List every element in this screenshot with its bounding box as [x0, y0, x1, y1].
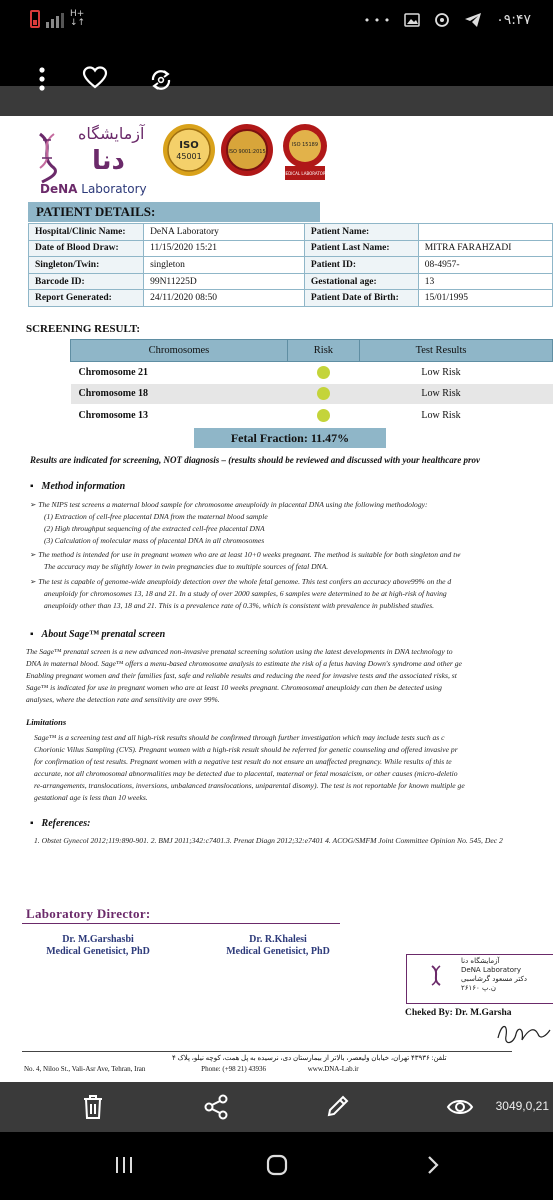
- lab-name-prefix: DeNA: [40, 182, 78, 196]
- text-line: Sage™ is a screening test and all high-risk results should be confirmed through further investigation which may include tests such as c: [34, 733, 445, 742]
- badge-sub: MEDICAL LABORATORY: [282, 171, 328, 176]
- network-type: H+: [70, 9, 85, 19]
- col-chromosomes: Chromosomes: [71, 340, 288, 362]
- risk-cell: [287, 362, 359, 384]
- signal-icon: [46, 13, 64, 28]
- stamp-line: آزمایشگاه دنا: [461, 957, 500, 965]
- lab-stamp: [406, 954, 553, 1004]
- lab-name-suffix: Laboratory: [81, 182, 147, 196]
- text-line: for confirmation of test results. Pregnant women with a negative test result do not ensure an unaffected pregnancy. While results of this te: [34, 757, 452, 766]
- patient-field-label: Patient ID:: [304, 257, 418, 274]
- home-icon[interactable]: [266, 1154, 288, 1176]
- lab-name-english: [40, 182, 147, 196]
- signatory-1-name: Dr. M.Garshasbi: [62, 934, 134, 945]
- laboratory-director-heading: Laboratory Director:: [26, 906, 151, 921]
- patient-field-label: Date of Blood Draw:: [29, 240, 144, 257]
- footer-website: www.DNA-Lab.ir: [307, 1065, 359, 1073]
- patient-row: [29, 240, 553, 257]
- screening-row: [71, 362, 553, 384]
- patient-field-value: DeNA Laboratory: [144, 224, 305, 241]
- lab-brand-persian: دنا: [92, 146, 125, 176]
- system-nav-bar: [0, 1132, 553, 1200]
- text-line: (3) Calculation of molecular mass of placental DNA in all chromosomes: [44, 536, 265, 545]
- document-page[interactable]: [0, 116, 553, 1082]
- footer-phone-fa: تلفن: ۴۳۹۳۶: [410, 1054, 447, 1062]
- fetal-fraction: Fetal Fraction: 11.47%: [194, 428, 386, 448]
- references-heading: ▪ References:: [30, 818, 90, 829]
- references-text: 1. Obstet Gynecol 2012;119:890-901. 2. BMJ 2011;342:c7401.3. Prenat Diagn 2012;32:e7401 4. ACOG/SMFM Joint Committee Opinion No. 545, Dec 2: [34, 836, 503, 845]
- patient-row: [29, 224, 553, 241]
- stamp-line: ن.پ ۲۶۱۶۰: [461, 984, 496, 992]
- eye-icon[interactable]: [446, 1096, 474, 1118]
- method-info-heading: ▪ Method information: [30, 481, 125, 492]
- iso-9001-badge: [220, 122, 274, 182]
- footer-address-fa: تهران، خیابان ولیعصر، بالاتر از بیمارستان دی، نرسیده به پل همت، کوچه نیلو، پلاک ۴: [172, 1054, 410, 1062]
- viewer-action-bar: [0, 1082, 553, 1132]
- test-result: Low Risk: [360, 405, 553, 427]
- signatory-2-title: Medical Genetisict, PhD: [226, 946, 330, 957]
- col-test-results: Test Results: [360, 340, 553, 362]
- patient-field-label: Patient Date of Birth:: [304, 290, 418, 307]
- stamp-text: [461, 957, 527, 993]
- clock: ۰۹:۴۷: [496, 12, 531, 28]
- back-icon[interactable]: [426, 1155, 440, 1175]
- rotate-icon[interactable]: [147, 66, 175, 94]
- patient-field-label: Gestational age:: [304, 273, 418, 290]
- footer-english: [24, 1065, 359, 1073]
- patient-field-value: 15/01/1995: [418, 290, 552, 307]
- badge-title: ISO 15189: [291, 142, 319, 148]
- telegram-icon: [464, 12, 482, 28]
- text-line: (1) Extraction of cell-free placental DNA from the maternal blood sample: [44, 512, 268, 521]
- battery-low-icon: [30, 10, 40, 28]
- risk-indicator-icon: [317, 409, 330, 422]
- badge-sub: 45001: [176, 152, 202, 161]
- text-line: (2) High throughput sequencing of the extracted cell-free placental DNA: [44, 524, 265, 533]
- network-activity: ↓↑: [70, 18, 86, 28]
- screening-result-title: SCREENING RESULT:: [26, 323, 141, 335]
- test-result: Low Risk: [360, 362, 553, 384]
- patient-field-label: Hospital/Clinic Name:: [29, 224, 144, 241]
- text-line: ➢ The method is intended for use in pregnant women who are at least 10+0 weeks pregnant. The method is suitable for both singleton and tw: [30, 549, 460, 561]
- patient-row: [29, 273, 553, 290]
- screening-row: [71, 383, 553, 405]
- patient-field-value: [418, 224, 552, 241]
- sync-icon: [434, 12, 450, 28]
- more-vert-icon[interactable]: [38, 66, 46, 92]
- about-sage-heading: ▪ About Sage™ prenatal screen: [30, 629, 165, 640]
- screening-result-table: [70, 339, 553, 427]
- risk-indicator-icon: [317, 366, 330, 379]
- patient-details-table: [28, 223, 553, 307]
- patient-field-value: 99N11225D: [144, 273, 305, 290]
- text-line: Sage™ is indicated for use in pregnant women who are at least 10 weeks pregnant. Chromosomal aneuploidy can then be detected using: [26, 683, 442, 692]
- text-line: ➢ The test is capable of genome-wide aneuploidy detection over the whole fetal genome. This test confers an accuracy above99% on the d: [30, 576, 451, 588]
- signatory-2: [206, 934, 350, 958]
- text-line: Enabling pregnant women and their families fast, safe and reliable results and reducing the need for invasive tests and the associated risks, st: [26, 671, 457, 680]
- test-result: Low Risk: [360, 383, 553, 405]
- share-icon[interactable]: [204, 1094, 228, 1120]
- text-line: The accuracy may be slightly lower in twin pregnancies due to multiple sources of fetal DNA.: [44, 562, 329, 571]
- badge-title: ISO 9001:2015: [228, 149, 266, 155]
- recents-icon[interactable]: [114, 1156, 134, 1174]
- footer-persian: [24, 1054, 447, 1062]
- text-line: DNA in maternal blood. Sage™ offers a menu-based chromosome analysis to estimate the risk of a fetus having Down's syndrome and other ge: [26, 659, 462, 668]
- signatory-1-title: Medical Genetisict, PhD: [46, 946, 150, 957]
- text-line: analyses, where the detection rate and sensitivity are over 99%.: [26, 695, 220, 704]
- risk-indicator-icon: [317, 387, 330, 400]
- page-counter: 3049,0,21: [495, 1099, 549, 1113]
- patient-field-value: singleton: [144, 257, 305, 274]
- dna-logo-icon: [34, 132, 60, 184]
- footer-phone-en: Phone: (+98 21) 43936: [201, 1065, 266, 1073]
- patient-field-value: 24/11/2020 08:50: [144, 290, 305, 307]
- limitations-heading: Limitations: [26, 717, 67, 727]
- text-line: Chorionic Villus Sampling (CVS). Pregnant women with a high-risk result should be referred for genetic counseling and offered invasive pr: [34, 745, 458, 754]
- risk-cell: [287, 405, 359, 427]
- viewer-toolbar: [0, 44, 553, 116]
- toolbar-band: [0, 86, 553, 116]
- director-underline: [22, 923, 340, 924]
- text-line: aneuploidy for chromosomes 13, 18 and 21. In a study of over 2000 samples, 6 samples were determined to be at high-risk of having: [44, 589, 447, 598]
- text-line: ➢ The NIPS test screens a maternal blood sample for chromosome aneuploidy in placental DNA using the following methodology:: [30, 499, 428, 511]
- patient-field-label: Singleton/Twin:: [29, 257, 144, 274]
- patient-field-value: 11/15/2020 15:21: [144, 240, 305, 257]
- iso-45001-badge: [162, 122, 216, 182]
- signatory-2-name: Dr. R.Khalesi: [249, 934, 307, 945]
- patient-field-label: Patient Name:: [304, 224, 418, 241]
- more-notifications-icon: • • •: [363, 13, 391, 27]
- patient-row: [29, 290, 553, 307]
- text-line: accurate, not all chromosomal abnormalities may be detected due to placental, maternal or fetal mosaicism, or other causes (micro-deletio: [34, 769, 458, 778]
- trash-icon[interactable]: [82, 1094, 104, 1120]
- text-line: The Sage™ prenatal screen is a new advanced non-invasive prenatal screening solution using the latest developments in DNA technology to: [26, 647, 453, 656]
- handwritten-signature: [494, 1018, 552, 1050]
- patient-field-value: 08-4957-: [418, 257, 552, 274]
- col-risk: Risk: [287, 340, 359, 362]
- footer-divider: [22, 1051, 512, 1052]
- network-indicator: [70, 10, 85, 28]
- gallery-icon: [404, 12, 420, 28]
- patient-row: [29, 257, 553, 274]
- patient-field-label: Patient Last Name:: [304, 240, 418, 257]
- screening-disclaimer: Results are indicated for screening, NOT diagnosis – (results should be reviewed and discussed with your healthcare prov: [30, 455, 481, 465]
- signatory-1: [26, 934, 170, 958]
- heart-icon[interactable]: [82, 66, 108, 90]
- iso-15189-badge: [278, 122, 332, 182]
- text-line: aneuploidy other than 13, 18 and 21. This is a prevalence rate of 0.3%, which is consistent with prevalence in published studies.: [44, 601, 435, 610]
- badge-title: ISO: [179, 140, 199, 151]
- chromosome-name: Chromosome 18: [71, 383, 288, 405]
- chromosome-name: Chromosome 13: [71, 405, 288, 427]
- patient-field-value: 13: [418, 273, 552, 290]
- screening-row: [71, 405, 553, 427]
- checked-by: Cheked By: Dr. M.Garsha: [405, 1008, 512, 1018]
- patient-field-value: MITRA FARAHZADI: [418, 240, 552, 257]
- text-line: gestational age is less than 10 weeks.: [34, 793, 148, 802]
- stamp-line: DeNA Laboratory: [461, 966, 522, 974]
- text-line: re-arrangements, translocations, inversions, unbalanced translocations, uniparental disomy). The test is not reportable for known multiple ge: [34, 781, 465, 790]
- pencil-icon[interactable]: [326, 1094, 350, 1120]
- chromosome-name: Chromosome 21: [71, 362, 288, 384]
- status-bar: [0, 0, 553, 44]
- stamp-dna-icon: [429, 965, 443, 991]
- patient-field-label: Report Generated:: [29, 290, 144, 307]
- lab-name-persian: آزمایشگاه: [78, 124, 145, 143]
- patient-field-label: Barcode ID:: [29, 273, 144, 290]
- stamp-line: دکتر مسعود گرشاسبی: [461, 975, 527, 983]
- risk-cell: [287, 383, 359, 405]
- patient-details-title: PATIENT DETAILS:: [28, 202, 320, 222]
- footer-address-en: No. 4, Niloo St., Vali-Asr Ave, Tehran, Iran: [24, 1065, 146, 1073]
